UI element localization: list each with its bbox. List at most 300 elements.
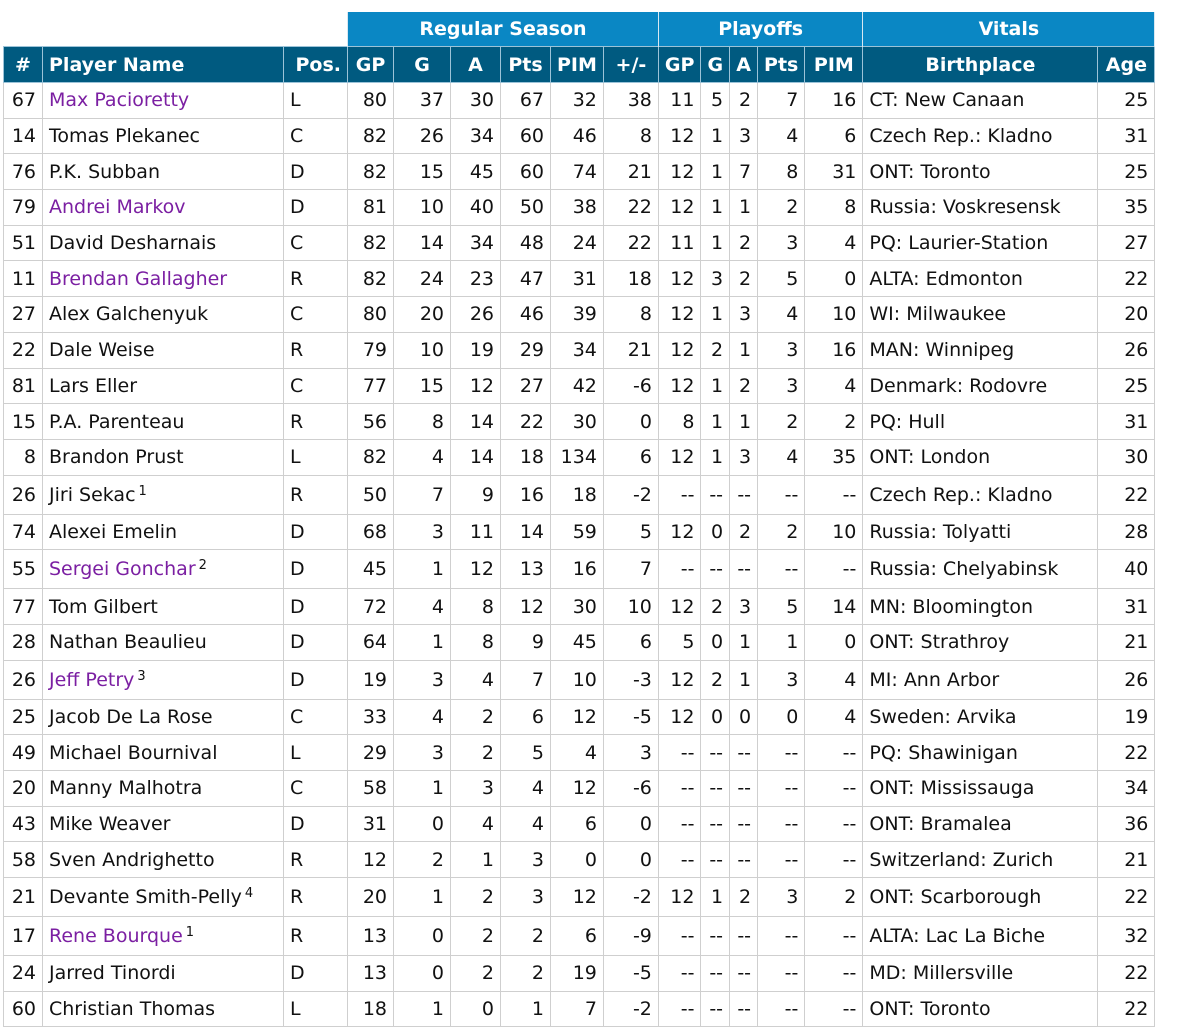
- stat-pim: 74: [551, 154, 604, 190]
- stat-ppim: 14: [805, 589, 863, 625]
- player-number: 11: [4, 261, 43, 297]
- player-position: R: [284, 842, 348, 878]
- stat-ppts: 4: [758, 297, 805, 333]
- col-header-number: #: [4, 47, 43, 83]
- player-name: Alexei Emelin: [49, 520, 178, 543]
- player-name-cell: [43, 589, 284, 625]
- stat-ppim: 16: [805, 83, 863, 119]
- player-age: 25: [1098, 154, 1155, 190]
- stat-a: 4: [451, 806, 501, 842]
- stat-pa: 1: [730, 190, 758, 226]
- player-name: Nathan Beaulieu: [49, 631, 207, 654]
- player-age: 21: [1098, 842, 1155, 878]
- col-header-rs-pts: Pts: [501, 47, 551, 83]
- player-birthplace: Sweden: Arvika: [863, 699, 1098, 735]
- player-name: P.A. Parenteau: [49, 410, 185, 433]
- stat-ppts: 3: [758, 660, 805, 699]
- stat-pg: --: [701, 735, 730, 771]
- player-name-cell: [43, 83, 284, 119]
- stat-a: 2: [451, 699, 501, 735]
- player-age: 32: [1098, 917, 1155, 956]
- col-header-po-gp: GP: [658, 47, 701, 83]
- stat-gp: 68: [348, 514, 394, 550]
- stat-pg: 0: [701, 624, 730, 660]
- player-birthplace: Russia: Chelyabinsk: [863, 550, 1098, 589]
- col-header-po-pts: Pts: [758, 47, 805, 83]
- table-row: [4, 624, 1155, 660]
- stat-pm: 7: [603, 550, 658, 589]
- stat-pts: 9: [501, 624, 551, 660]
- stat-gp: 72: [348, 589, 394, 625]
- stat-pgp: 8: [658, 404, 701, 440]
- player-age: 27: [1098, 225, 1155, 261]
- stat-pgp: --: [658, 956, 701, 992]
- stat-pa: 2: [730, 368, 758, 404]
- stat-pa: --: [730, 917, 758, 956]
- stat-ppts: 5: [758, 589, 805, 625]
- stat-pts: 1: [501, 991, 551, 1027]
- stat-ppts: --: [758, 735, 805, 771]
- stat-pgp: 12: [658, 878, 701, 917]
- player-name-cell: [43, 956, 284, 992]
- stat-pg: --: [701, 917, 730, 956]
- player-number: 28: [4, 624, 43, 660]
- stat-pts: 29: [501, 332, 551, 368]
- stat-pg: --: [701, 842, 730, 878]
- stat-g: 20: [394, 297, 451, 333]
- stat-ppts: --: [758, 771, 805, 807]
- stat-pts: 50: [501, 190, 551, 226]
- player-age: 28: [1098, 514, 1155, 550]
- stat-a: 34: [451, 118, 501, 154]
- player-name-cell: [43, 735, 284, 771]
- stat-ppts: 3: [758, 332, 805, 368]
- player-birthplace: MD: Millersville: [863, 956, 1098, 992]
- stat-ppts: 0: [758, 699, 805, 735]
- stat-pm: -6: [603, 771, 658, 807]
- player-position: D: [284, 514, 348, 550]
- stat-pg: 5: [701, 83, 730, 119]
- stat-pim: 30: [551, 404, 604, 440]
- stat-ppim: 4: [805, 699, 863, 735]
- col-header-age: Age: [1098, 47, 1155, 83]
- player-birthplace: MAN: Winnipeg: [863, 332, 1098, 368]
- stat-pg: 1: [701, 118, 730, 154]
- player-age: 40: [1098, 550, 1155, 589]
- player-birthplace: WI: Milwaukee: [863, 297, 1098, 333]
- group-header-row: [4, 12, 1155, 47]
- stat-g: 1: [394, 878, 451, 917]
- stat-a: 2: [451, 917, 501, 956]
- stat-ppim: 4: [805, 225, 863, 261]
- stat-pg: 1: [701, 404, 730, 440]
- stat-pts: 60: [501, 118, 551, 154]
- stat-pa: 1: [730, 332, 758, 368]
- stat-pa: --: [730, 806, 758, 842]
- player-birthplace: ALTA: Edmonton: [863, 261, 1098, 297]
- footnote-marker: 1: [185, 925, 195, 941]
- stat-gp: 77: [348, 368, 394, 404]
- player-name-cell: [43, 917, 284, 956]
- stat-pts: 16: [501, 475, 551, 514]
- stat-gp: 50: [348, 475, 394, 514]
- stat-pts: 47: [501, 261, 551, 297]
- col-header-po-a: A: [730, 47, 758, 83]
- stat-pgp: 12: [658, 439, 701, 475]
- player-name: Jarred Tinordi: [49, 962, 176, 985]
- stat-pts: 13: [501, 550, 551, 589]
- player-age: 21: [1098, 624, 1155, 660]
- stat-pgp: 12: [658, 332, 701, 368]
- stat-pm: -2: [603, 991, 658, 1027]
- stat-pim: 42: [551, 368, 604, 404]
- table-row: [4, 368, 1155, 404]
- player-number: 51: [4, 225, 43, 261]
- stat-gp: 13: [348, 956, 394, 992]
- stat-ppts: 2: [758, 514, 805, 550]
- player-age: 31: [1098, 589, 1155, 625]
- player-name-cell: [43, 991, 284, 1027]
- stat-ppts: --: [758, 475, 805, 514]
- stat-g: 2: [394, 842, 451, 878]
- stat-pg: 3: [701, 261, 730, 297]
- stat-pg: --: [701, 806, 730, 842]
- stat-pgp: 11: [658, 83, 701, 119]
- stat-g: 4: [394, 589, 451, 625]
- stat-a: 23: [451, 261, 501, 297]
- player-age: 34: [1098, 771, 1155, 807]
- player-name: Lars Eller: [49, 374, 138, 397]
- stat-pim: 45: [551, 624, 604, 660]
- stat-pim: 59: [551, 514, 604, 550]
- table-row: [4, 660, 1155, 699]
- stat-pg: 0: [701, 514, 730, 550]
- player-age: 22: [1098, 956, 1155, 992]
- stat-gp: 12: [348, 842, 394, 878]
- stat-pm: 22: [603, 225, 658, 261]
- table-row: [4, 190, 1155, 226]
- table-row: [4, 83, 1155, 119]
- col-header-position: Pos.: [284, 47, 348, 83]
- stat-a: 2: [451, 735, 501, 771]
- footnote-marker: 2: [198, 558, 207, 574]
- stat-a: 40: [451, 190, 501, 226]
- stat-pg: 2: [701, 660, 730, 699]
- player-name-cell: [43, 514, 284, 550]
- player-name-link[interactable]: Sergei Gonchar: [49, 558, 196, 581]
- player-birthplace: MN: Bloomington: [863, 589, 1098, 625]
- player-name-cell: [43, 475, 284, 514]
- stat-ppim: --: [805, 842, 863, 878]
- stat-pgp: --: [658, 475, 701, 514]
- stat-ppim: --: [805, 991, 863, 1027]
- player-name: Christian Thomas: [49, 998, 216, 1021]
- stat-g: 24: [394, 261, 451, 297]
- stat-pim: 31: [551, 261, 604, 297]
- stat-pg: 0: [701, 699, 730, 735]
- stat-pim: 0: [551, 842, 604, 878]
- player-position: L: [284, 735, 348, 771]
- stat-a: 8: [451, 624, 501, 660]
- player-birthplace: ALTA: Lac La Biche: [863, 917, 1098, 956]
- stat-ppts: 4: [758, 439, 805, 475]
- stat-g: 0: [394, 956, 451, 992]
- player-name-cell: [43, 297, 284, 333]
- stat-g: 14: [394, 225, 451, 261]
- player-name: Tomas Plekanec: [49, 125, 201, 148]
- player-birthplace: PQ: Hull: [863, 404, 1098, 440]
- table-row: [4, 842, 1155, 878]
- stat-pgp: --: [658, 842, 701, 878]
- stat-ppim: --: [805, 806, 863, 842]
- player-position: C: [284, 297, 348, 333]
- stat-ppts: 3: [758, 368, 805, 404]
- stat-pts: 60: [501, 154, 551, 190]
- player-name-link[interactable]: Brendan Gallagher: [49, 267, 228, 290]
- stat-g: 3: [394, 735, 451, 771]
- player-position: D: [284, 154, 348, 190]
- stat-ppts: --: [758, 956, 805, 992]
- player-age: 22: [1098, 261, 1155, 297]
- player-birthplace: Czech Rep.: Kladno: [863, 475, 1098, 514]
- stat-g: 0: [394, 806, 451, 842]
- stat-a: 3: [451, 771, 501, 807]
- stat-pg: --: [701, 550, 730, 589]
- player-name: Devante Smith-Pelly: [49, 886, 242, 909]
- stat-pg: 1: [701, 368, 730, 404]
- stat-pa: 1: [730, 404, 758, 440]
- stat-ppts: --: [758, 917, 805, 956]
- stat-pgp: 12: [658, 368, 701, 404]
- table-row: [4, 154, 1155, 190]
- stat-pgp: 12: [658, 190, 701, 226]
- stat-ppim: --: [805, 771, 863, 807]
- stat-pts: 3: [501, 842, 551, 878]
- stat-ppim: 6: [805, 118, 863, 154]
- stat-pm: 21: [603, 154, 658, 190]
- stat-pim: 10: [551, 660, 604, 699]
- stat-g: 15: [394, 368, 451, 404]
- player-name: Alex Galchenyuk: [49, 303, 209, 326]
- player-position: R: [284, 917, 348, 956]
- stat-pts: 14: [501, 514, 551, 550]
- player-number: 15: [4, 404, 43, 440]
- player-number: 49: [4, 735, 43, 771]
- group-header-vitals: Vitals: [863, 12, 1155, 47]
- stat-g: 1: [394, 550, 451, 589]
- player-birthplace: ONT: Toronto: [863, 154, 1098, 190]
- player-age: 36: [1098, 806, 1155, 842]
- player-name: Manny Malhotra: [49, 777, 203, 800]
- stat-pm: 0: [603, 404, 658, 440]
- stat-ppts: 8: [758, 154, 805, 190]
- stat-pg: --: [701, 956, 730, 992]
- player-name-cell: [43, 118, 284, 154]
- table-body: [4, 83, 1155, 1027]
- stat-pm: -6: [603, 368, 658, 404]
- player-number: 20: [4, 771, 43, 807]
- stat-pa: --: [730, 550, 758, 589]
- player-position: D: [284, 550, 348, 589]
- stat-pa: 3: [730, 118, 758, 154]
- player-number: 21: [4, 878, 43, 917]
- stat-pm: 6: [603, 439, 658, 475]
- stat-pts: 7: [501, 660, 551, 699]
- stat-pim: 30: [551, 589, 604, 625]
- stat-ppim: 16: [805, 332, 863, 368]
- stat-gp: 45: [348, 550, 394, 589]
- player-name-cell: [43, 190, 284, 226]
- player-name-cell: [43, 771, 284, 807]
- stat-ppts: 2: [758, 404, 805, 440]
- stat-pm: -3: [603, 660, 658, 699]
- stat-gp: 82: [348, 154, 394, 190]
- stat-ppim: --: [805, 475, 863, 514]
- player-name-link[interactable]: Jeff Petry: [49, 668, 135, 691]
- stat-pa: 2: [730, 261, 758, 297]
- stat-pts: 27: [501, 368, 551, 404]
- stat-g: 7: [394, 475, 451, 514]
- player-age: 22: [1098, 475, 1155, 514]
- stat-ppts: 2: [758, 190, 805, 226]
- group-header-regular-season: Regular Season: [348, 12, 659, 47]
- player-birthplace: ONT: Bramalea: [863, 806, 1098, 842]
- player-number: 58: [4, 842, 43, 878]
- stat-g: 1: [394, 771, 451, 807]
- stat-g: 26: [394, 118, 451, 154]
- stat-pim: 39: [551, 297, 604, 333]
- stat-a: 34: [451, 225, 501, 261]
- player-number: 24: [4, 956, 43, 992]
- player-name: Jacob De La Rose: [49, 705, 213, 728]
- player-position: R: [284, 261, 348, 297]
- stat-pm: 18: [603, 261, 658, 297]
- stat-ppts: 4: [758, 118, 805, 154]
- stat-pim: 7: [551, 991, 604, 1027]
- stat-a: 11: [451, 514, 501, 550]
- stat-a: 1: [451, 842, 501, 878]
- stat-pgp: --: [658, 806, 701, 842]
- stat-pts: 3: [501, 878, 551, 917]
- col-header-rs-plus-minus: +/-: [603, 47, 658, 83]
- player-number: 8: [4, 439, 43, 475]
- stat-ppim: --: [805, 735, 863, 771]
- stat-pm: 22: [603, 190, 658, 226]
- stat-ppts: 3: [758, 878, 805, 917]
- footnote-marker: 4: [244, 886, 254, 902]
- stat-ppts: --: [758, 806, 805, 842]
- stat-pg: 1: [701, 297, 730, 333]
- player-name: Mike Weaver: [49, 813, 171, 836]
- stat-gp: 18: [348, 991, 394, 1027]
- table-row: [4, 806, 1155, 842]
- stat-pgp: 12: [658, 118, 701, 154]
- player-age: 22: [1098, 735, 1155, 771]
- player-name-cell: [43, 332, 284, 368]
- player-name-cell: [43, 806, 284, 842]
- player-position: D: [284, 190, 348, 226]
- player-position: C: [284, 225, 348, 261]
- stat-ppim: 10: [805, 297, 863, 333]
- player-number: 26: [4, 660, 43, 699]
- stat-a: 0: [451, 991, 501, 1027]
- stat-pts: 6: [501, 699, 551, 735]
- stat-pm: -5: [603, 699, 658, 735]
- player-position: D: [284, 624, 348, 660]
- stat-a: 2: [451, 956, 501, 992]
- stat-pa: 2: [730, 83, 758, 119]
- stat-a: 26: [451, 297, 501, 333]
- table-row: [4, 550, 1155, 589]
- player-age: 35: [1098, 190, 1155, 226]
- stat-g: 1: [394, 991, 451, 1027]
- player-number: 43: [4, 806, 43, 842]
- stat-pts: 18: [501, 439, 551, 475]
- player-name-link[interactable]: Max Pacioretty: [49, 89, 190, 112]
- player-position: R: [284, 404, 348, 440]
- stat-pim: 46: [551, 118, 604, 154]
- player-name: P.K. Subban: [49, 160, 160, 183]
- player-name-link[interactable]: Andrei Markov: [49, 196, 186, 219]
- player-number: 17: [4, 917, 43, 956]
- player-name-link[interactable]: Rene Bourque: [49, 925, 183, 948]
- stat-a: 2: [451, 878, 501, 917]
- stat-pg: 1: [701, 225, 730, 261]
- stat-pa: 3: [730, 297, 758, 333]
- stat-pa: 3: [730, 589, 758, 625]
- player-age: 26: [1098, 660, 1155, 699]
- stat-ppim: 8: [805, 190, 863, 226]
- stat-pa: --: [730, 956, 758, 992]
- stat-gp: 29: [348, 735, 394, 771]
- stat-ppts: 5: [758, 261, 805, 297]
- stat-pgp: 12: [658, 297, 701, 333]
- table-row: [4, 917, 1155, 956]
- stat-pm: 3: [603, 735, 658, 771]
- player-number: 81: [4, 368, 43, 404]
- stat-ppim: --: [805, 550, 863, 589]
- stat-pa: 0: [730, 699, 758, 735]
- stat-pgp: 5: [658, 624, 701, 660]
- player-birthplace: ONT: Mississauga: [863, 771, 1098, 807]
- stat-gp: 58: [348, 771, 394, 807]
- stat-g: 37: [394, 83, 451, 119]
- stat-pg: 1: [701, 190, 730, 226]
- stat-ppts: 7: [758, 83, 805, 119]
- stat-ppim: --: [805, 917, 863, 956]
- player-name-cell: [43, 550, 284, 589]
- player-position: L: [284, 439, 348, 475]
- stat-pgp: --: [658, 991, 701, 1027]
- stat-pts: 5: [501, 735, 551, 771]
- table-row: [4, 261, 1155, 297]
- stat-pim: 32: [551, 83, 604, 119]
- stat-pgp: --: [658, 917, 701, 956]
- stat-pim: 4: [551, 735, 604, 771]
- player-stats-table: [3, 12, 1155, 1027]
- player-name-cell: [43, 699, 284, 735]
- player-position: D: [284, 956, 348, 992]
- stat-a: 9: [451, 475, 501, 514]
- group-header-playoffs: Playoffs: [658, 12, 862, 47]
- stat-pg: --: [701, 991, 730, 1027]
- stat-pg: 2: [701, 332, 730, 368]
- stat-g: 3: [394, 514, 451, 550]
- player-birthplace: Russia: Tolyatti: [863, 514, 1098, 550]
- stat-a: 30: [451, 83, 501, 119]
- player-position: L: [284, 83, 348, 119]
- player-number: 60: [4, 991, 43, 1027]
